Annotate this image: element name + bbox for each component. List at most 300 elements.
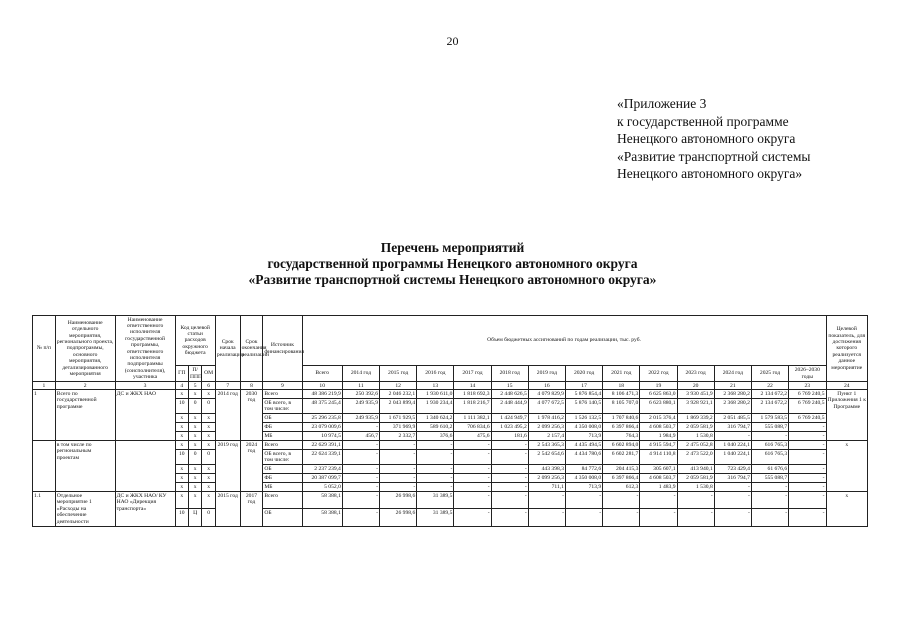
amount-cell: -	[342, 450, 379, 465]
amount-cell: -	[417, 465, 454, 474]
amount-cell: -	[789, 450, 826, 465]
amount-cell: 2 448 626,5	[491, 390, 528, 399]
amount-cell: -	[677, 492, 714, 509]
table-row	[33, 441, 868, 450]
amount-cell: 475,6	[454, 432, 491, 441]
amount-cell: -	[417, 441, 454, 450]
amount-cell: -	[491, 483, 528, 492]
amount-cell: 1 984,9	[640, 432, 677, 441]
code-gp: х	[175, 441, 188, 450]
column-number: 7	[215, 382, 240, 390]
amount-cell: 6 625 863,0	[640, 390, 677, 399]
amount-cell: -	[751, 509, 788, 526]
amount-cell: 10 974,5	[302, 432, 342, 441]
amount-cell: 3 930 451,9	[677, 390, 714, 399]
end-year: 2024 год	[240, 441, 263, 492]
measure-name: Всего по государственной программе	[55, 390, 115, 441]
amount-cell: -	[454, 465, 491, 474]
column-number: 6	[202, 382, 215, 390]
amount-cell: 5 052,0	[302, 483, 342, 492]
end-year: 2017 год	[240, 492, 263, 526]
column-number: 4	[175, 382, 188, 390]
amount-cell: 4 915 594,7	[640, 441, 677, 450]
amount-cell: 1 526 132,5	[565, 414, 602, 423]
amount-cell: 612,3	[603, 483, 640, 492]
amount-cell: 2 043 899,4	[380, 399, 417, 414]
code-pgp: х	[188, 492, 201, 509]
amount-cell: 84 772,6	[565, 465, 602, 474]
funding-source: ОБ	[263, 465, 302, 474]
target-indicator: х	[826, 492, 868, 526]
row-number: 1.1	[33, 492, 56, 526]
amount-cell: -	[417, 474, 454, 483]
amount-cell: -	[454, 509, 491, 526]
amount-cell: -	[565, 509, 602, 526]
column-number: 22	[751, 382, 788, 390]
amount-cell: 2 448 444,9	[491, 399, 528, 414]
amount-cell: 2 475 052,8	[677, 441, 714, 450]
column-number: 13	[417, 382, 454, 390]
amount-cell: 2 059 581,9	[677, 423, 714, 432]
amount-cell: -	[417, 483, 454, 492]
column-number: 3	[115, 382, 175, 390]
amount-cell: -	[454, 474, 491, 483]
code-om: х	[202, 441, 215, 450]
funding-source: МБ	[263, 483, 302, 492]
amount-cell: 2 542 654,6	[528, 450, 565, 465]
row-number	[33, 441, 56, 492]
amount-cell: -	[380, 450, 417, 465]
measure-name: Отдельное мероприятие 1 «Расходы на обеспечение деятельности	[55, 492, 115, 526]
program-total-block	[33, 390, 868, 441]
code-pgp: Ц	[188, 509, 201, 526]
amount-cell: 26 998,6	[380, 492, 417, 509]
header-year: 2023 год	[677, 366, 714, 382]
code-gp: х	[175, 465, 188, 474]
column-number: 19	[640, 382, 677, 390]
amount-cell: 6 602 281,7	[603, 450, 640, 465]
page-number: 20	[446, 34, 459, 48]
amount-cell: -	[789, 465, 826, 474]
appendix-line: к государственной программе	[617, 113, 789, 129]
amount-cell: -	[789, 509, 826, 526]
amount-cell: 2 368 280,2	[714, 399, 751, 414]
regional-projects-block	[33, 441, 868, 492]
funding-source: Всего	[263, 492, 302, 509]
amount-cell: 6 397 866,4	[603, 474, 640, 483]
executor: ДС и ЖКХ НАО/ КУ НАО «Дирекция транспорта»	[115, 492, 175, 526]
amount-cell: -	[342, 423, 379, 432]
column-number: 17	[565, 382, 602, 390]
amount-cell: 1 530,8	[677, 483, 714, 492]
header-year: 2016 год	[417, 366, 454, 382]
code-pgp: х	[188, 390, 201, 399]
amount-cell: -	[751, 432, 788, 441]
header-year: 2014 год	[342, 366, 379, 382]
amount-cell: 711,1	[528, 483, 565, 492]
amount-cell: 1 579 583,5	[751, 414, 788, 423]
code-gp: х	[175, 414, 188, 423]
amount-cell: -	[491, 441, 528, 450]
target-indicator: х	[826, 441, 868, 492]
code-om: 0	[202, 450, 215, 465]
header-name: Наименование отдельного мероприятия, регионального проекта, подпрограммы, основного мероприятия, детализированного мероприятия	[55, 316, 115, 382]
start-year: 2014 год	[215, 390, 240, 441]
code-pgp: х	[188, 414, 201, 423]
header-target: Целевой показатель, для достижения которого реализуется данное мероприятие	[826, 316, 868, 382]
amount-cell: -	[789, 474, 826, 483]
code-om: 0	[202, 509, 215, 526]
amount-cell: 2 473 522,0	[677, 450, 714, 465]
code-om: х	[202, 483, 215, 492]
amount-cell: 305 607,1	[640, 465, 677, 474]
amount-cell: 61 676,6	[751, 465, 788, 474]
amount-cell: 1 040 224,1	[714, 450, 751, 465]
amount-cell: -	[491, 474, 528, 483]
column-number: 8	[240, 382, 263, 390]
amount-cell: -	[342, 441, 379, 450]
amount-cell: 6 397 866,4	[603, 423, 640, 432]
amount-cell: 1 040 224,1	[714, 441, 751, 450]
amount-cell: -	[789, 492, 826, 509]
amount-cell: 6 769 240,5	[789, 414, 826, 423]
amount-cell: -	[677, 509, 714, 526]
amount-cell: 58 388,1	[302, 492, 342, 509]
funding-source: ОБ	[263, 414, 302, 423]
amount-cell: -	[342, 483, 379, 492]
amount-cell: -	[491, 492, 528, 509]
amount-cell: -	[380, 483, 417, 492]
end-year: 2030 год	[240, 390, 263, 441]
amount-cell: 58 388,1	[302, 509, 342, 526]
table-row	[33, 492, 868, 509]
column-number: 20	[677, 382, 714, 390]
amount-cell: -	[789, 441, 826, 450]
amount-cell: 48 386 219,9	[302, 390, 342, 399]
funding-source: ОБ	[263, 509, 302, 526]
amount-cell: 443 398,3	[528, 465, 565, 474]
amount-cell: 4 434 780,6	[565, 450, 602, 465]
header-gp: ГП	[175, 366, 188, 382]
amount-cell: -	[640, 492, 677, 509]
column-number: 18	[603, 382, 640, 390]
amount-cell: 25 296 235,8	[302, 414, 342, 423]
amount-cell: 555 088,7	[751, 474, 788, 483]
column-number: 9	[263, 382, 302, 390]
amount-cell: 2 332,7	[380, 432, 417, 441]
column-number: 12	[380, 382, 417, 390]
amount-cell: -	[714, 432, 751, 441]
funding-source: МБ	[263, 432, 302, 441]
amount-cell: 4 914 110,8	[640, 450, 677, 465]
header-om: ОМ	[202, 366, 215, 382]
amount-cell: -	[454, 441, 491, 450]
amount-cell: 2 099 256,3	[528, 423, 565, 432]
amount-cell: 181,6	[491, 432, 528, 441]
amount-cell: 316 794,7	[714, 423, 751, 432]
amount-cell: -	[603, 492, 640, 509]
amount-cell: 723 429,4	[714, 465, 751, 474]
amount-cell: 2 059 581,9	[677, 474, 714, 483]
measure-1-1-block	[33, 492, 868, 526]
amount-cell: -	[714, 492, 751, 509]
start-year: 2019 год	[215, 441, 240, 492]
amount-cell: 1 111 382,1	[454, 414, 491, 423]
column-number: 1	[33, 382, 56, 390]
amount-cell: -	[789, 432, 826, 441]
code-om: х	[202, 414, 215, 423]
column-numbers-row	[33, 382, 868, 390]
column-number: 14	[454, 382, 491, 390]
header-year: 2018 год	[491, 366, 528, 382]
amount-cell: 2 015 376,4	[640, 414, 677, 423]
amount-cell: 4 435 494,5	[565, 441, 602, 450]
amount-cell: -	[751, 492, 788, 509]
amount-cell: -	[491, 465, 528, 474]
header-end: Срок окончания реализации	[240, 316, 263, 382]
amount-cell: -	[640, 509, 677, 526]
amount-cell: -	[491, 509, 528, 526]
header-year: 2026–2030 годы	[789, 366, 826, 382]
amount-cell: 2 368 280,2	[714, 390, 751, 399]
amount-cell: -	[528, 509, 565, 526]
amount-cell: -	[342, 474, 379, 483]
code-gp: х	[175, 492, 188, 509]
amount-cell: 31 389,5	[417, 509, 454, 526]
amount-cell: 204 415,3	[603, 465, 640, 474]
title-line: Перечень мероприятий	[380, 240, 525, 255]
amount-cell: 4 079 829,9	[528, 390, 565, 399]
header-year: 2021 год	[603, 366, 640, 382]
header-year: 2019 год	[528, 366, 565, 382]
code-om: х	[202, 492, 215, 509]
amount-cell: 4 077 672,5	[528, 399, 565, 414]
header-source: Источник финансирования	[263, 316, 302, 382]
amount-cell: 764,3	[603, 432, 640, 441]
amount-cell: 1 930 234,4	[417, 399, 454, 414]
code-pgp: 0	[188, 399, 201, 414]
column-number: 10	[302, 382, 342, 390]
title-line: государственной программы Ненецкого автономного округа	[267, 256, 638, 271]
header-executor: Наименование ответственного исполнителя государственной программы, ответственного исполнителя подпрограммы (соисполнителя), участника	[115, 316, 175, 382]
amount-cell: 371 969,9	[380, 423, 417, 432]
amount-cell: 8 106 471,3	[603, 390, 640, 399]
table-row	[33, 390, 868, 399]
amount-cell: 555 088,7	[751, 423, 788, 432]
column-number: 16	[528, 382, 565, 390]
amount-cell: -	[342, 492, 379, 509]
code-pgp: х	[188, 474, 201, 483]
header-year: 2024 год	[714, 366, 751, 382]
amount-cell: 1 978 416,2	[528, 414, 565, 423]
code-gp: х	[175, 483, 188, 492]
header-year: 2020 год	[565, 366, 602, 382]
amount-cell: 1 671 929,5	[380, 414, 417, 423]
amount-cell: 1 930 611,0	[417, 390, 454, 399]
code-om: х	[202, 465, 215, 474]
amount-cell: 22 629 391,1	[302, 441, 342, 450]
code-pgp: х	[188, 423, 201, 432]
amount-cell: -	[714, 509, 751, 526]
appendix-line: Ненецкого автономного округа»	[617, 166, 803, 181]
amount-cell: -	[380, 441, 417, 450]
amount-cell: -	[603, 509, 640, 526]
funding-source: Всего	[263, 390, 302, 399]
appendix-line: «Приложение 3	[617, 96, 707, 111]
code-om: 0	[202, 399, 215, 414]
amount-cell: -	[454, 450, 491, 465]
amount-cell: 1 424 949,7	[491, 414, 528, 423]
code-gp: 10	[175, 450, 188, 465]
column-number: 24	[826, 382, 868, 390]
amount-cell: 5 876 140,5	[565, 399, 602, 414]
amount-cell: 250 392,6	[342, 390, 379, 399]
amount-cell: 3 928 921,1	[677, 399, 714, 414]
code-gp: х	[175, 474, 188, 483]
amount-cell: 376,6	[417, 432, 454, 441]
target-indicator: Пункт 1 Приложения 1 к Программе	[826, 390, 868, 441]
amount-cell: 2 046 232,1	[380, 390, 417, 399]
amount-cell: 4 608 503,7	[640, 474, 677, 483]
executor	[115, 441, 175, 492]
amount-cell: -	[789, 483, 826, 492]
amount-cell: 249 935,9	[342, 399, 379, 414]
amount-cell: 26 998,6	[380, 509, 417, 526]
header-budget-code: Код целевой статьи расходов окружного бюджета	[175, 316, 215, 366]
code-om: х	[202, 432, 215, 441]
amount-cell: 316 794,7	[714, 474, 751, 483]
funding-source: ФБ	[263, 474, 302, 483]
amount-cell: 713,9	[565, 483, 602, 492]
amount-cell: 1 818 216,7	[454, 399, 491, 414]
row-number: 1	[33, 390, 56, 441]
code-gp: х	[175, 432, 188, 441]
header-volume: Объем бюджетных ассигнований по годам реализации, тыс. руб.	[302, 316, 826, 366]
amount-cell: -	[528, 492, 565, 509]
amount-cell: -	[714, 483, 751, 492]
amount-cell: -	[417, 450, 454, 465]
amount-cell: 413 940,1	[677, 465, 714, 474]
document-title	[0, 240, 905, 288]
amount-cell: -	[380, 474, 417, 483]
column-number: 23	[789, 382, 826, 390]
amount-cell: 6 769 240,5	[789, 399, 826, 414]
amount-cell: 713,9	[565, 432, 602, 441]
amount-cell: 616 765,3	[751, 441, 788, 450]
code-gp: 10	[175, 509, 188, 526]
amount-cell: -	[565, 492, 602, 509]
code-gp: х	[175, 423, 188, 432]
amount-cell: 1 530,8	[677, 432, 714, 441]
amount-cell: 1 818 692,3	[454, 390, 491, 399]
amount-cell: 31 389,5	[417, 492, 454, 509]
amount-cell: 616 765,3	[751, 450, 788, 465]
header-start: Срок начала реализации	[215, 316, 240, 382]
amount-cell: 4 350 008,0	[565, 423, 602, 432]
amount-cell: 2 237 239,4	[302, 465, 342, 474]
amount-cell: -	[342, 465, 379, 474]
column-number: 11	[342, 382, 379, 390]
funding-source: Всего	[263, 441, 302, 450]
amount-cell: -	[454, 492, 491, 509]
amount-cell: 249 935,9	[342, 414, 379, 423]
amount-cell: 23 079 009,6	[302, 423, 342, 432]
amount-cell: -	[342, 509, 379, 526]
amount-cell: 22 624 339,1	[302, 450, 342, 465]
amount-cell: 6 602 894,0	[603, 441, 640, 450]
header-year: 2025 год	[751, 366, 788, 382]
appendix-note	[617, 95, 810, 183]
amount-cell: 4 350 008,0	[565, 474, 602, 483]
amount-cell: 5 876 854,4	[565, 390, 602, 399]
code-om: х	[202, 474, 215, 483]
measures-table	[32, 315, 868, 527]
code-pgp: х	[188, 441, 201, 450]
code-gp: х	[175, 390, 188, 399]
funding-source: ФБ	[263, 423, 302, 432]
amount-cell: 1 707 840,6	[603, 414, 640, 423]
amount-cell: 456,7	[342, 432, 379, 441]
amount-cell: 2 543 365,3	[528, 441, 565, 450]
amount-cell: -	[491, 450, 528, 465]
amount-cell: 706 834,6	[454, 423, 491, 432]
code-om: х	[202, 390, 215, 399]
header-total: Всего	[302, 366, 342, 382]
column-number: 5	[188, 382, 201, 390]
appendix-line: Ненецкого автономного округа	[617, 131, 796, 146]
amount-cell: 20 387 099,7	[302, 474, 342, 483]
code-pgp: 0	[188, 450, 201, 465]
start-year: 2015 год	[215, 492, 240, 526]
amount-cell: 1 483,9	[640, 483, 677, 492]
header-year: 2022 год	[640, 366, 677, 382]
amount-cell: -	[380, 465, 417, 474]
executor: ДС и ЖКХ НАО	[115, 390, 175, 441]
code-pgp: х	[188, 483, 201, 492]
amount-cell: 589 610,2	[417, 423, 454, 432]
amount-cell: -	[789, 423, 826, 432]
amount-cell: 6 623 880,1	[640, 399, 677, 414]
amount-cell: 1 340 624,2	[417, 414, 454, 423]
code-pgp: х	[188, 432, 201, 441]
amount-cell: 2 051 485,5	[714, 414, 751, 423]
amount-cell: 1 869 339,2	[677, 414, 714, 423]
amount-cell: 6 769 240,5	[789, 390, 826, 399]
code-pgp: х	[188, 465, 201, 474]
header-num: № п/п	[33, 316, 56, 382]
amount-cell: 2 099 256,3	[528, 474, 565, 483]
amount-cell: 1 023 495,2	[491, 423, 528, 432]
code-om: х	[202, 423, 215, 432]
code-gp: 10	[175, 399, 188, 414]
funding-source: ОБ всего, в том числе:	[263, 450, 302, 465]
appendix-line: «Развитие транспортной системы	[617, 148, 811, 164]
amount-cell: 48 375 245,4	[302, 399, 342, 414]
title-line: «Развитие транспортной системы Ненецкого автономного округа»	[248, 272, 657, 287]
header-year: 2017 год	[454, 366, 491, 382]
amount-cell: 4 608 503,7	[640, 423, 677, 432]
amount-cell: -	[751, 483, 788, 492]
amount-cell: 2 134 672,2	[751, 399, 788, 414]
amount-cell: 8 105 707,0	[603, 399, 640, 414]
column-number: 15	[491, 382, 528, 390]
header-pgp: П/ППП	[188, 366, 201, 382]
column-number: 2	[55, 382, 115, 390]
column-number: 21	[714, 382, 751, 390]
measure-name: в том числе по региональным проектам	[55, 441, 115, 492]
header-year: 2015 год	[380, 366, 417, 382]
amount-cell: 2 134 672,2	[751, 390, 788, 399]
